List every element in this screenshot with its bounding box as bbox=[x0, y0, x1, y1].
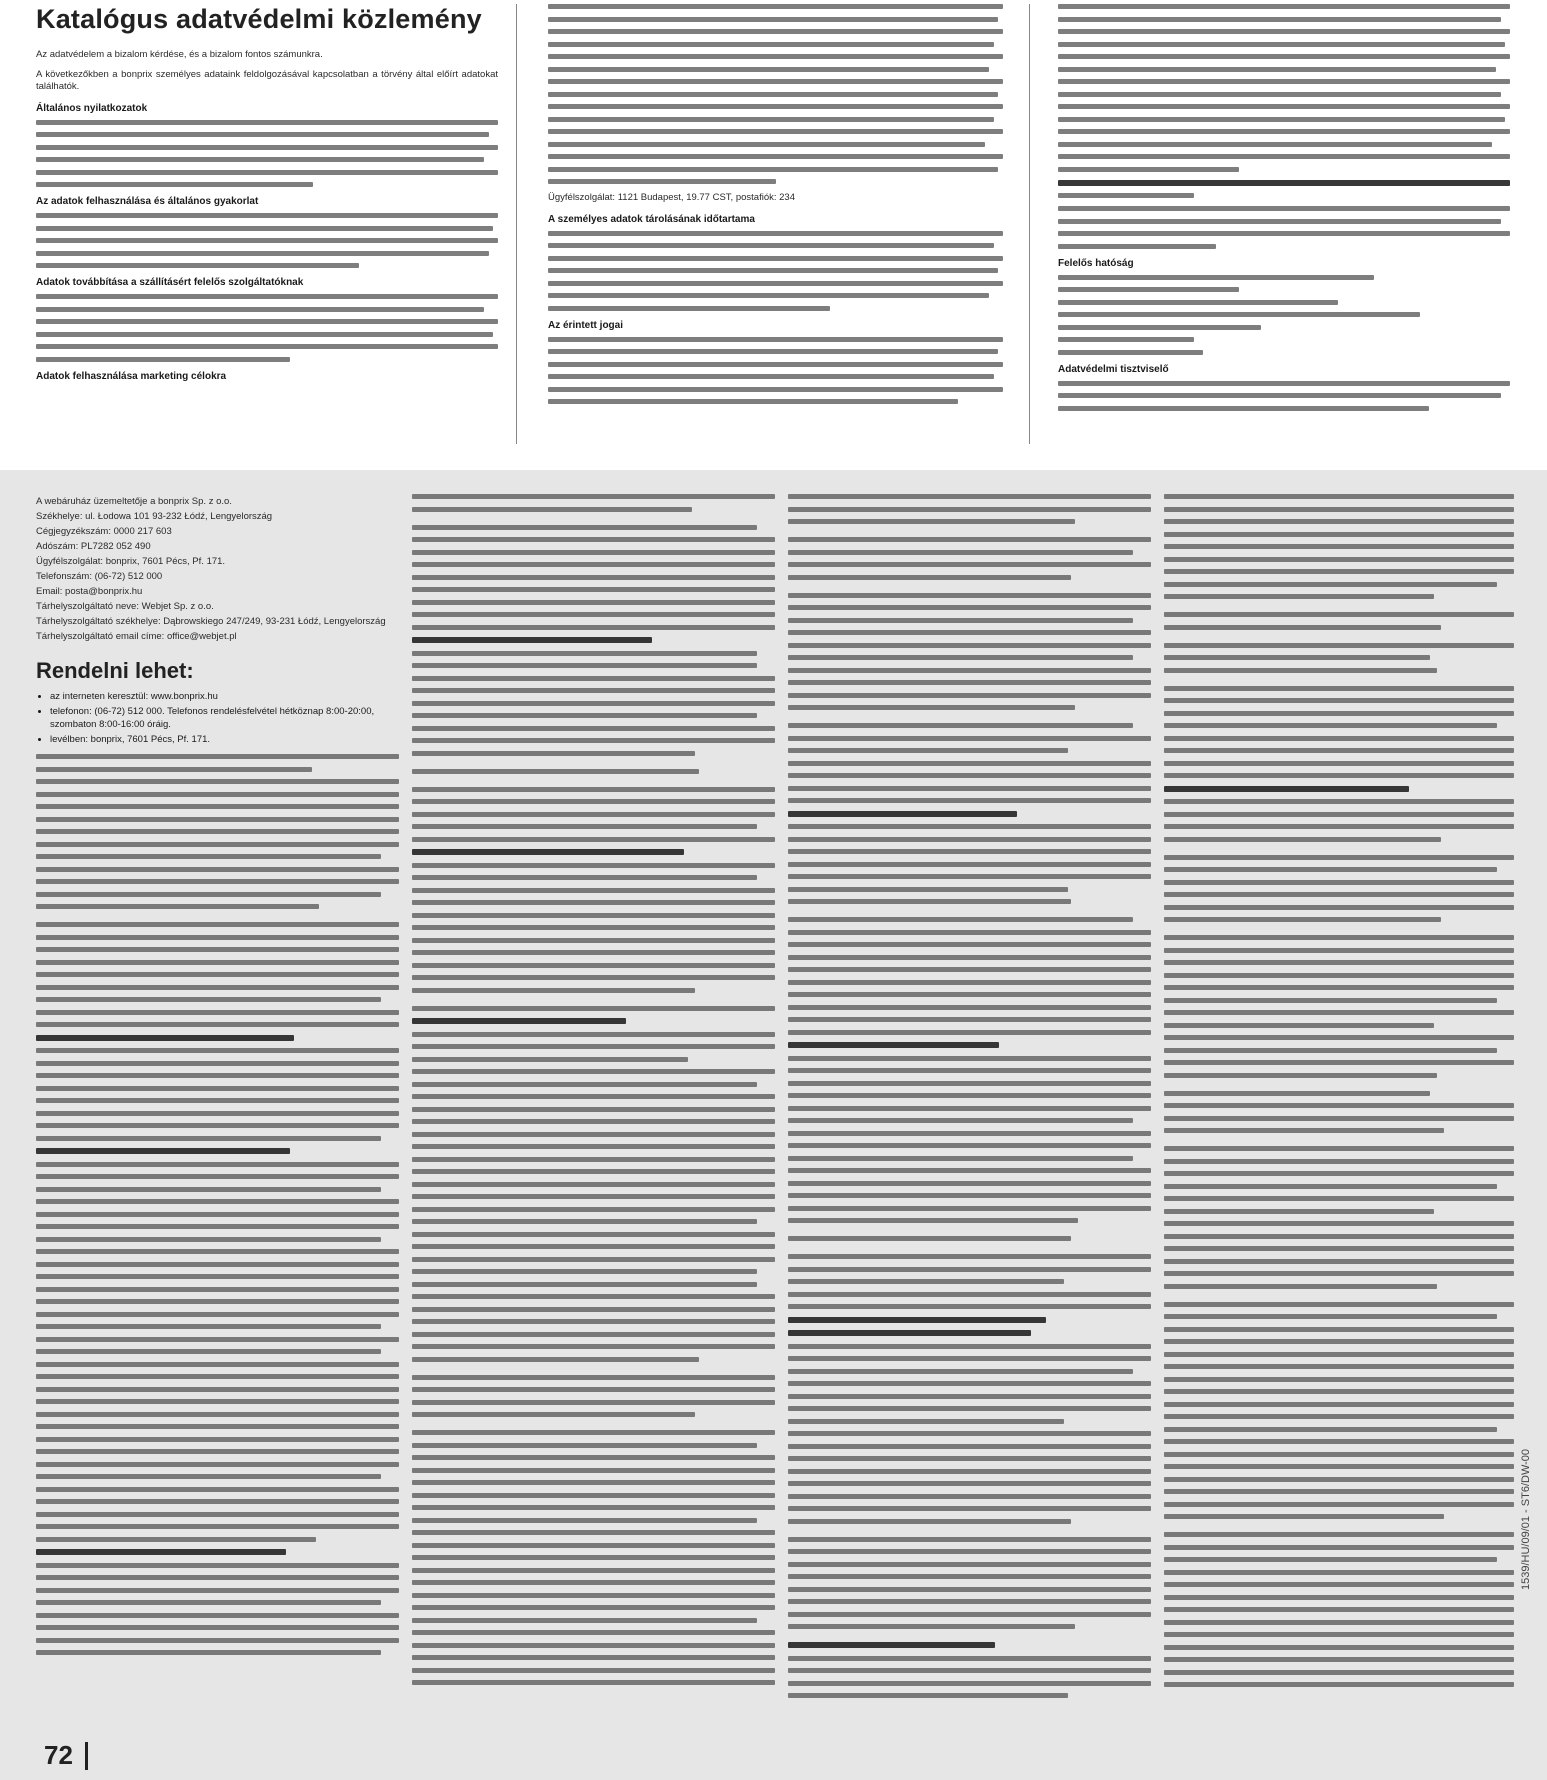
text-block bbox=[412, 494, 775, 1685]
text-block bbox=[548, 337, 1003, 405]
section-heading-storage: A személyes adatok tárolásának időtartama bbox=[548, 213, 755, 225]
list-item: • telefonon: (06-72) 512 000. Telefonos rendelésfelvétel hétköznap 8:00-20:00, szombaton 8:00-16:00 óráig. bbox=[50, 705, 399, 731]
company-info bbox=[36, 494, 399, 644]
page-title: Katalógus adatvédelmi közlemény bbox=[36, 4, 482, 34]
text-block bbox=[36, 754, 399, 1655]
text-block bbox=[788, 494, 1151, 1698]
order-options-list bbox=[36, 690, 399, 746]
company-line: Tárhelyszolgáltató székhelye: Dąbrowskiego 247/249, 93-231 Łódź, Lengyelország bbox=[36, 616, 386, 627]
company-line: Tárhelyszolgáltató neve: Webjet Sp. z o.o. bbox=[36, 601, 214, 612]
section-heading-marketing: Adatok felhasználása marketing célokra bbox=[36, 370, 227, 382]
text-block bbox=[36, 213, 498, 268]
top-column-3 bbox=[1058, 4, 1510, 464]
section-heading-officer: Felelős hatóság bbox=[1058, 257, 1134, 269]
company-line: Adószám: PL7282 052 490 bbox=[36, 541, 151, 552]
side-code: 1539/HU/09/01 - ST6/DW-00 bbox=[1520, 1448, 1532, 1590]
order-heading: Rendelni lehet: bbox=[36, 658, 194, 683]
list-item: • levélben: bonprix, 7601 Pécs, Pf. 171. bbox=[50, 733, 399, 746]
text-block bbox=[1058, 275, 1510, 355]
bottom-column-1 bbox=[36, 494, 399, 1734]
privacy-notice-section bbox=[0, 0, 1547, 470]
text-block bbox=[548, 231, 1003, 311]
intro-text-2: A következőkben a bonprix személyes adataink feldolgozásával kapcsolatban a törvény által előírt adatokat találhatók. bbox=[36, 68, 498, 92]
bottom-column-2 bbox=[412, 494, 775, 1734]
section-heading-contact: Adatvédelmi tisztviselő bbox=[1058, 363, 1169, 375]
section-heading-general: Általános nyilatkozatok bbox=[36, 102, 148, 114]
list-item: • az interneten keresztül: www.bonprix.hu bbox=[50, 690, 399, 703]
text-block bbox=[1164, 494, 1514, 1687]
text-block bbox=[1058, 381, 1510, 411]
company-line: Székhelye: ul. Łodowa 101 93-232 Łódź, Lengyelország bbox=[36, 511, 273, 522]
page-number: 72 bbox=[44, 1740, 73, 1770]
company-line: Tárhelyszolgáltató email címe: office@webjet.pl bbox=[36, 631, 237, 642]
page-number-divider bbox=[85, 1742, 88, 1770]
section-heading-rights: Az érintett jogai bbox=[548, 319, 624, 331]
text-block bbox=[36, 294, 498, 362]
top-column-1 bbox=[36, 4, 498, 464]
address-text: Ügyfélszolgálat: 1121 Budapest, 19.77 CST, postafiók: 234 bbox=[548, 192, 795, 203]
top-column-2 bbox=[548, 4, 1003, 464]
company-line: A webáruház üzemeltetője a bonprix Sp. z o.o. bbox=[36, 496, 232, 507]
company-line: Ügyfélszolgálat: bonprix, 7601 Pécs, Pf. 171. bbox=[36, 556, 226, 567]
text-block bbox=[1058, 206, 1510, 249]
text-block bbox=[548, 4, 1003, 184]
section-heading-transfer: Adatok továbbítása a szállításért felelős szolgáltatóknak bbox=[36, 277, 304, 288]
company-line: Email: posta@bonprix.hu bbox=[36, 586, 143, 597]
text-block bbox=[36, 120, 498, 188]
terms-section bbox=[0, 470, 1547, 1780]
text-block bbox=[1058, 4, 1510, 172]
intro-text: Az adatvédelem a bizalom kérdése, és a bizalom fontos számunkra. bbox=[36, 49, 323, 60]
company-line: Cégjegyzékszám: 0000 217 603 bbox=[36, 526, 172, 537]
bottom-column-4 bbox=[1164, 494, 1514, 1734]
section-heading-collection: Az adatok felhasználása és általános gyakorlat bbox=[36, 196, 259, 207]
text-block bbox=[1058, 180, 1510, 199]
company-line: Telefonszám: (06-72) 512 000 bbox=[36, 571, 163, 582]
bottom-column-3 bbox=[788, 494, 1151, 1734]
